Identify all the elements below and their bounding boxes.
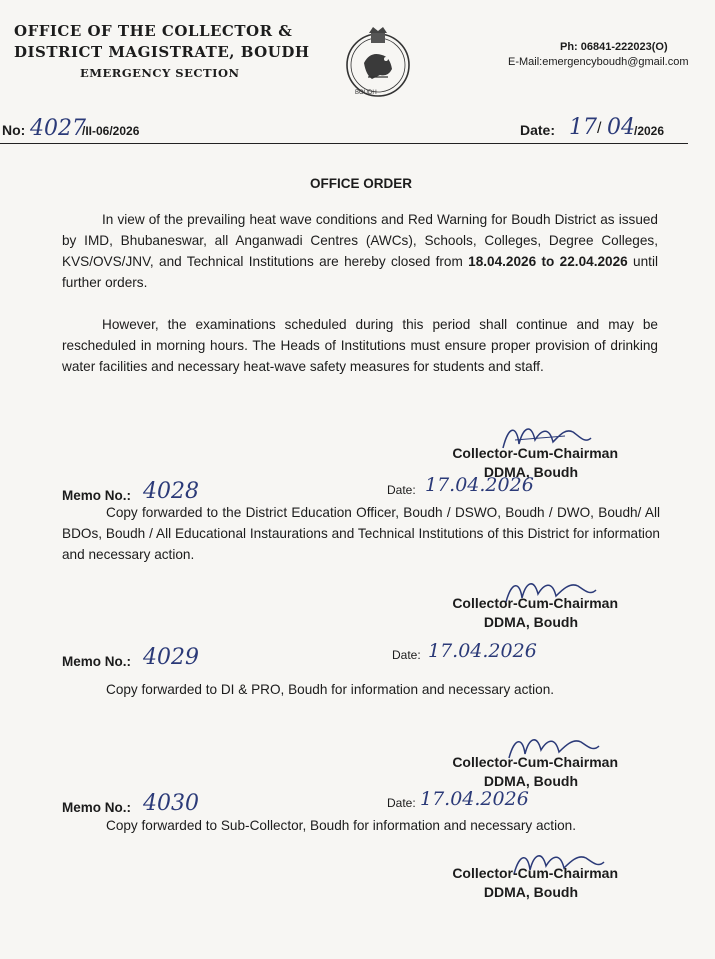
memo-number-2: 4029 (143, 645, 199, 670)
memo-label-1: Memo No.: (62, 488, 131, 503)
emblem-seal (342, 25, 414, 99)
order-no-suffix: /II-06/2026 (82, 124, 140, 138)
memo-number-1: 4028 (143, 479, 199, 504)
order-date-month: 04 (607, 115, 635, 140)
order-date-sep: / (597, 120, 602, 137)
memo-text-1: Copy forwarded to the District Education Officer, Boudh / DSWO, Boudh / DWO, Boudh/ All BDOs, Boudh / All Educational Instaurations and Technical Institutions of this District for information and necessary action. (62, 505, 660, 562)
signatory-title: Collector-Cum-Chairman (452, 595, 618, 611)
office-title-line1: OFFICE OF THE COLLECTOR & (14, 22, 293, 40)
signatory-title: Collector-Cum-Chairman (452, 865, 618, 881)
memo-text-2: Copy forwarded to DI & PRO, Boudh for information and necessary action. (106, 682, 555, 697)
memo-label-2: Memo No.: (62, 654, 131, 669)
signatory-org: DDMA, Boudh (483, 884, 578, 900)
signature-block-4 (390, 864, 618, 902)
phone-number: Ph: 06841-222023(O) (560, 41, 668, 53)
memo-date-3: 17.04.2026 (420, 788, 529, 810)
memo-date-label-2: Date: (392, 648, 421, 662)
order-date-label: Date: (520, 122, 556, 138)
closure-dates: 18.04.2026 to 22.04.2026 (468, 254, 628, 269)
memo-date-2: 17.04.2026 (428, 640, 537, 662)
order-no-handwritten: 4027 (30, 116, 86, 141)
memo-date-label-1: Date: (387, 483, 416, 497)
section-title: EMERGENCY SECTION (80, 66, 240, 80)
signatory-org: DDMA, Boudh (483, 614, 578, 630)
order-date-day: 17 (569, 115, 597, 140)
office-title-line2: DISTRICT MAGISTRATE, BOUDH (14, 43, 310, 61)
memo-label-3: Memo No.: (62, 800, 131, 815)
order-date-year: /2026 (634, 124, 665, 138)
signature-block-2 (390, 594, 618, 632)
order-title: OFFICE ORDER (310, 176, 413, 191)
memo-date-label-3: Date: (387, 796, 416, 810)
order-no-label: No: (2, 122, 26, 138)
para1-text: In view of the prevailing heat wave conditions and Red Warning for Boudh District as issued by IMD, Bhubaneswar, all Anganwadi Centres (AWCs), Schools, Colleges, Degree Colleges, KVS/OVS/JNV, and Technical Institutions are hereby closed from (62, 212, 658, 269)
memo-number-3: 4030 (143, 791, 199, 816)
signatory-title: Collector-Cum-Chairman (452, 445, 618, 461)
memo-date-1: 17.04.2026 (425, 474, 534, 496)
signatory-org: DDMA, Boudh (483, 464, 578, 480)
order-paragraph-1 (62, 209, 658, 293)
signature-block-3 (390, 753, 618, 791)
signatory-org: DDMA, Boudh (483, 773, 578, 789)
memo-text-3: Copy forwarded to Sub-Collector, Boudh for information and necessary action. (106, 818, 576, 833)
emblem-caption: BOUDH (355, 90, 377, 96)
para1-end: until further orders. (62, 254, 658, 290)
email-address: E-Mail:emergencyboudh@gmail.com (508, 56, 689, 68)
header-divider (0, 143, 688, 144)
signatory-title: Collector-Cum-Chairman (452, 754, 618, 770)
order-paragraph-2: However, the examinations scheduled during this period shall continue and may be rescheduled in morning hours. The Heads of Institutions must ensure proper provision of drinking water facilities and necessary heat-wave safety measures for students and staff. (62, 317, 658, 374)
